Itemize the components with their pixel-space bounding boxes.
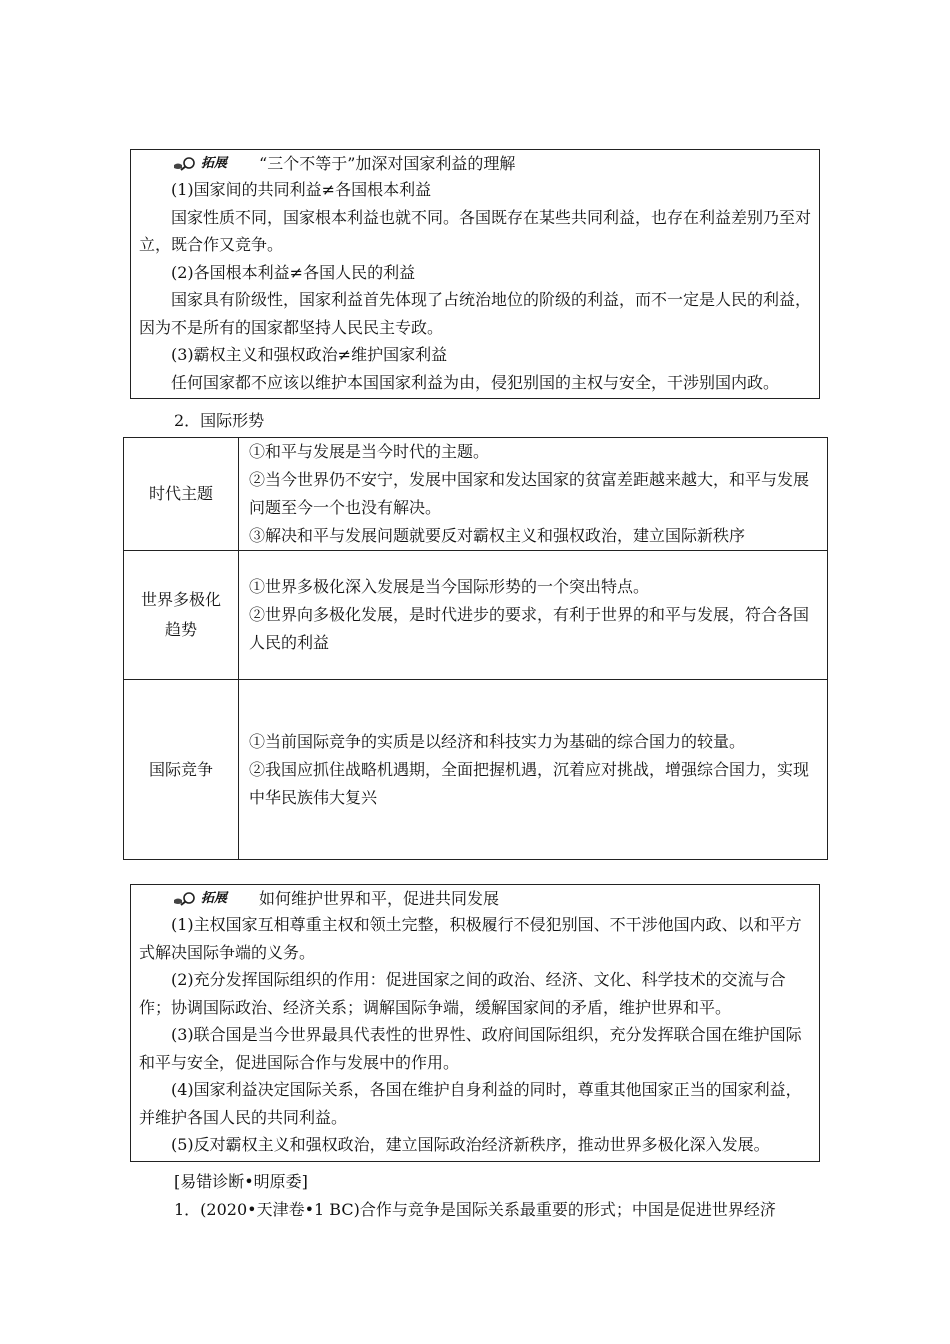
row-label [124, 551, 239, 680]
table-row [124, 680, 828, 860]
expansion-point: (5)反对霸权主义和强权政治，建立国际政治经济新秩序，推动世界多极化深入发展。 [171, 1135, 770, 1154]
expansion-header [139, 887, 811, 911]
expansion-title: 如何维护世界和平，促进共同发展 [259, 889, 500, 908]
expansion-tag-label: 拓展 [201, 891, 228, 906]
list-item: ②世界向多极化发展，是时代进步的要求，有利于世界的和平与发展，符合各国人民的利益 [249, 605, 810, 652]
expansion-tag [173, 152, 227, 176]
expansion-header [139, 152, 811, 176]
expansion-point: (3)霸权主义和强权政治≠维护国家利益 [171, 345, 448, 364]
expansion-point: (4)国家利益决定国际关系，各国在维护自身利益的同时，尊重其他国家正当的国家利益，并维护各国人民的共同利益。 [139, 1080, 802, 1127]
expansion-point: (1)主权国家互相尊重主权和领土完整，积极履行不侵犯别国、不干涉他国内政、以和平方式解决国际争端的义务。 [139, 915, 802, 962]
expansion-box-national-interest [130, 149, 820, 399]
section-heading: 2．国际形势 [174, 411, 265, 430]
row-content [239, 438, 828, 551]
expansion-point: (1)国家间的共同利益≠各国根本利益 [171, 180, 432, 199]
expansion-tag [173, 887, 227, 911]
expansion-title: “三个不等于”加深对国家利益的理解 [259, 154, 516, 173]
diagnosis-item: 1．(2020•天津卷•1 BC)合作与竞争是国际关系最重要的形式；中国是促进世界经济 [174, 1200, 776, 1219]
row-label-text: 世界多极化趋势 [140, 590, 221, 639]
row-content [239, 551, 828, 680]
expansion-body: 国家具有阶级性，国家利益首先体现了占统治地位的阶级的利益，而不一定是人民的利益，因为不是所有的国家都坚持人民民主专政。 [139, 290, 812, 337]
expansion-point: (3)联合国是当今世界最具代表性的世界性、政府间国际组织，充分发挥联合国在维护国际和平与安全，促进国际合作与发展中的作用。 [139, 1025, 802, 1072]
list-item: ①和平与发展是当今时代的主题。 [249, 442, 490, 461]
list-item: ①当前国际竞争的实质是以经济和科技实力为基础的综合国力的较量。 [249, 731, 746, 751]
expansion-body: 任何国家都不应该以维护本国国家利益为由，侵犯别国的主权与安全，干涉别国内政。 [171, 372, 780, 392]
list-item: ③解决和平与发展问题就要反对霸权主义和强权政治，建立国际新秩序 [249, 526, 746, 545]
list-item: ②当今世界仍不安宁，发展中国家和发达国家的贫富差距越来越大，和平与发展问题至今一个也没有解决。 [249, 470, 810, 517]
expansion-point: (2)充分发挥国际组织的作用：促进国家之间的政治、经济、文化、科学技术的交流与合作；协调国际政治、经济关系；调解国际争端，缓解国家间的矛盾，维护世界和平。 [139, 970, 786, 1017]
table-row [124, 438, 828, 551]
expansion-box-world-peace [130, 884, 820, 1162]
expansion-tag-label: 拓展 [201, 156, 228, 171]
row-label: 时代主题 [124, 438, 239, 551]
magnifier-hand-icon [173, 156, 199, 172]
expansion-body: 国家性质不同，国家根本利益也就不同。各国既存在某些共同利益，也存在利益差别乃至对立，既合作又竞争。 [139, 207, 812, 254]
magnifier-hand-icon [173, 891, 199, 907]
list-item: ①世界多极化深入发展是当今国际形势的一个突出特点。 [249, 577, 650, 596]
row-label: 国际竞争 [124, 680, 239, 860]
expansion-point: (2)各国根本利益≠各国人民的利益 [171, 262, 416, 282]
row-content [239, 680, 828, 860]
intl-situation-table [123, 437, 828, 860]
table-row [124, 551, 828, 680]
diagnosis-heading: [易错诊断•明原委] [174, 1172, 308, 1191]
list-item: ②我国应抓住战略机遇期，全面把握机遇，沉着应对挑战，增强综合国力，实现中华民族伟大复兴 [249, 759, 810, 807]
